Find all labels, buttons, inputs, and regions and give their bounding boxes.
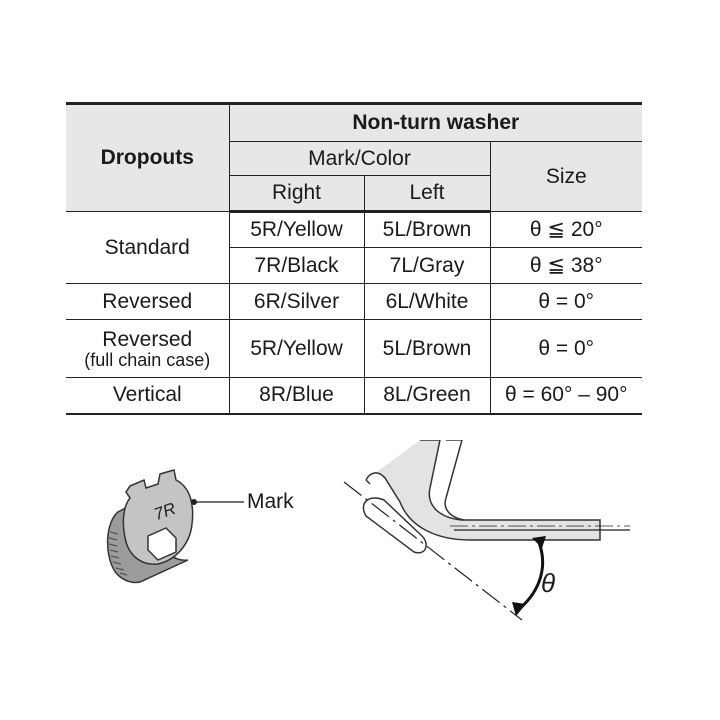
dropout-cell: Vertical bbox=[66, 378, 229, 414]
left-washer-cell: 6L/White bbox=[364, 284, 490, 320]
dropout-angle-illustration bbox=[330, 440, 640, 630]
left-washer-cell: 8L/Green bbox=[364, 378, 490, 414]
header-right: Right bbox=[229, 176, 364, 212]
dropout-cell: Standard bbox=[66, 212, 229, 284]
left-washer-cell: 5L/Brown bbox=[364, 320, 490, 378]
washer-table bbox=[66, 102, 642, 415]
dropout-note: (full chain case) bbox=[84, 349, 211, 370]
washer-mark-text: 7R bbox=[151, 498, 179, 525]
table-row bbox=[66, 320, 642, 378]
table-row bbox=[66, 378, 642, 414]
size-cell: θ ≦ 38° bbox=[490, 248, 642, 284]
right-washer-cell: 5R/Yellow bbox=[229, 320, 364, 378]
table-row bbox=[66, 212, 642, 248]
left-washer-cell: 7L/Gray bbox=[364, 248, 490, 284]
right-washer-cell: 7R/Black bbox=[229, 248, 364, 284]
size-cell: θ = 0° bbox=[490, 320, 642, 378]
dropout-cell: Reversed bbox=[66, 284, 229, 320]
header-size: Size bbox=[490, 142, 642, 212]
dropout-cell bbox=[66, 320, 229, 378]
right-washer-cell: 8R/Blue bbox=[229, 378, 364, 414]
size-cell: θ = 60° – 90° bbox=[490, 378, 642, 414]
header-mark-color: Mark/Color bbox=[229, 142, 490, 176]
header-non-turn-washer: Non-turn washer bbox=[229, 104, 642, 142]
left-washer-cell: 5L/Brown bbox=[364, 212, 490, 248]
right-washer-cell: 5R/Yellow bbox=[229, 212, 364, 248]
mark-label: Mark bbox=[247, 490, 294, 513]
header-left: Left bbox=[364, 176, 490, 212]
right-washer-cell: 6R/Silver bbox=[229, 284, 364, 320]
washer-illustration bbox=[96, 452, 246, 592]
header-dropouts: Dropouts bbox=[66, 104, 229, 212]
table-row bbox=[66, 284, 642, 320]
dropout-name: Reversed bbox=[102, 327, 193, 351]
size-cell: θ = 0° bbox=[490, 284, 642, 320]
angle-theta-label: θ bbox=[541, 568, 556, 598]
size-cell: θ ≦ 20° bbox=[490, 212, 642, 248]
